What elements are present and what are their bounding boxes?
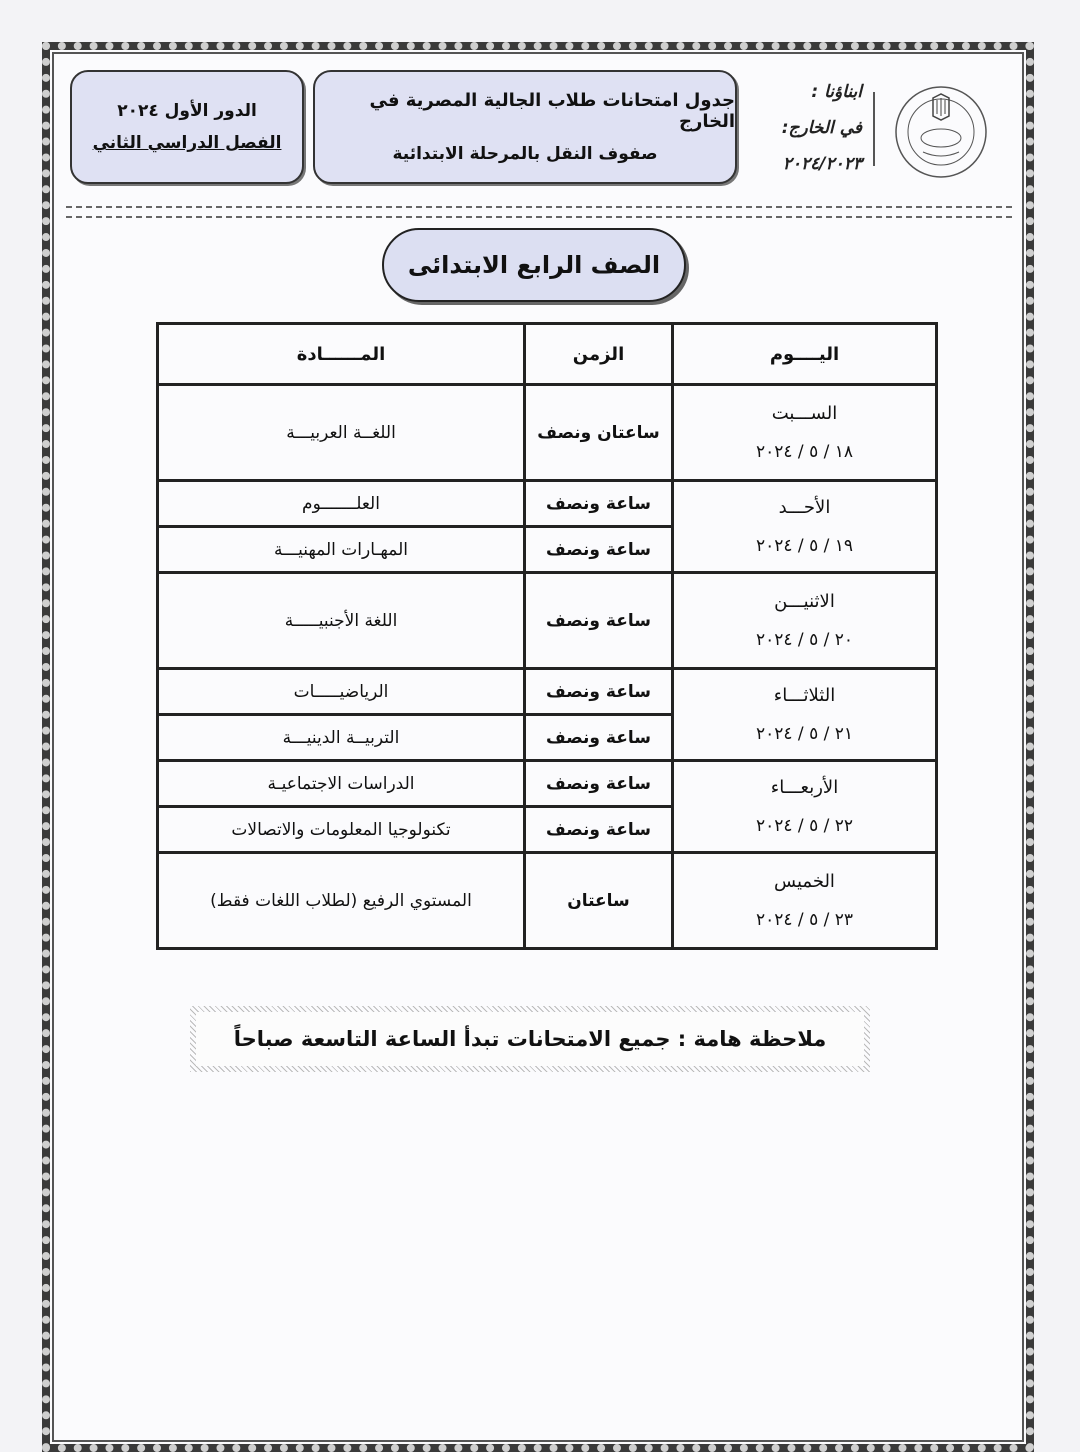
table-row (158, 481, 937, 527)
day-date: ٢٢ / ٥ / ٢٠٢٤ (755, 816, 854, 836)
day-name: الســـبت (771, 403, 838, 424)
exam-duration: ساعة ونصف (525, 573, 673, 669)
day-name: الثلاثـــاء (773, 685, 836, 706)
header-time: الزمن (525, 324, 673, 385)
exam-schedule-table (156, 322, 938, 950)
day-cell (673, 385, 937, 481)
exam-subject: المستوي الرفيع (لطلاب اللغات فقط) (158, 853, 525, 949)
abroad-line-1: ابناؤنا : (811, 82, 862, 102)
day-date: ١٨ / ٥ / ٢٠٢٤ (755, 442, 854, 462)
table-row (158, 669, 937, 715)
important-note: ملاحظة هامة : جميع الامتحانات تبدأ الساعة التاسعة صباحاً (196, 1012, 864, 1066)
document-title-box (313, 70, 737, 184)
document-title: جدول امتحانات طلاب الجالية المصرية في الخارج (369, 90, 735, 132)
day-name: الأحـــد (778, 497, 831, 518)
grade-title: الصف الرابع الابتدائى (382, 228, 686, 302)
table-row (158, 761, 937, 807)
exam-round-label: الدور الأول ٢٠٢٤ (117, 101, 257, 121)
exam-round-box (70, 70, 304, 184)
exam-duration: ساعة ونصف (525, 761, 673, 807)
abroad-block (752, 74, 862, 182)
exam-duration: ساعة ونصف (525, 715, 673, 761)
table-row (158, 853, 937, 949)
day-cell (673, 573, 937, 669)
document-subtitle: صفوف النقل بالمرحلة الابتدائية (392, 144, 658, 164)
header-divider (873, 92, 875, 166)
exam-duration: ساعتان (525, 853, 673, 949)
day-name: الاثنيـــن (774, 591, 835, 612)
exam-duration: ساعة ونصف (525, 527, 673, 573)
academic-year: ٢٠٢٤/٢٠٢٣ (782, 154, 862, 174)
exam-duration: ساعة ونصف (525, 481, 673, 527)
exam-duration: ساعتان ونصف (525, 385, 673, 481)
day-cell (673, 761, 937, 853)
abroad-line-2: في الخارج: (781, 118, 862, 138)
table-row (158, 385, 937, 481)
table-header-row (158, 324, 937, 385)
day-date: ٢١ / ٥ / ٢٠٢٤ (755, 724, 854, 744)
table-row (158, 573, 937, 669)
day-date: ٢٠ / ٥ / ٢٠٢٤ (755, 630, 854, 650)
day-date: ١٩ / ٥ / ٢٠٢٤ (755, 536, 854, 556)
exam-subject: الرياضيـــــات (158, 669, 525, 715)
important-note-box (190, 1006, 870, 1072)
day-cell (673, 853, 937, 949)
exam-subject: الدراسات الاجتماعيـة (158, 761, 525, 807)
header-day: اليــــوم (673, 324, 937, 385)
header-subject: المــــــادة (158, 324, 525, 385)
exam-subject: تكنولوجيا المعلومات والاتصالات (158, 807, 525, 853)
exam-subject: العلـــــــوم (158, 481, 525, 527)
day-name: الخميس (774, 871, 835, 892)
header-separator (66, 206, 1012, 218)
day-cell (673, 481, 937, 573)
day-name: الأربعـــاء (770, 777, 839, 798)
exam-subject: اللغــة العربيـــة (158, 385, 525, 481)
exam-subject: التربيــة الدينيـــة (158, 715, 525, 761)
exam-subject: المهـارات المهنيـــة (158, 527, 525, 573)
ministry-logo-icon (893, 76, 989, 188)
day-date: ٢٣ / ٥ / ٢٠٢٤ (755, 910, 854, 930)
day-cell (673, 669, 937, 761)
exam-duration: ساعة ونصف (525, 669, 673, 715)
exam-subject: اللغة الأجنبيـــــة (158, 573, 525, 669)
term-label: الفصل الدراسي الثاني (92, 133, 282, 153)
exam-duration: ساعة ونصف (525, 807, 673, 853)
